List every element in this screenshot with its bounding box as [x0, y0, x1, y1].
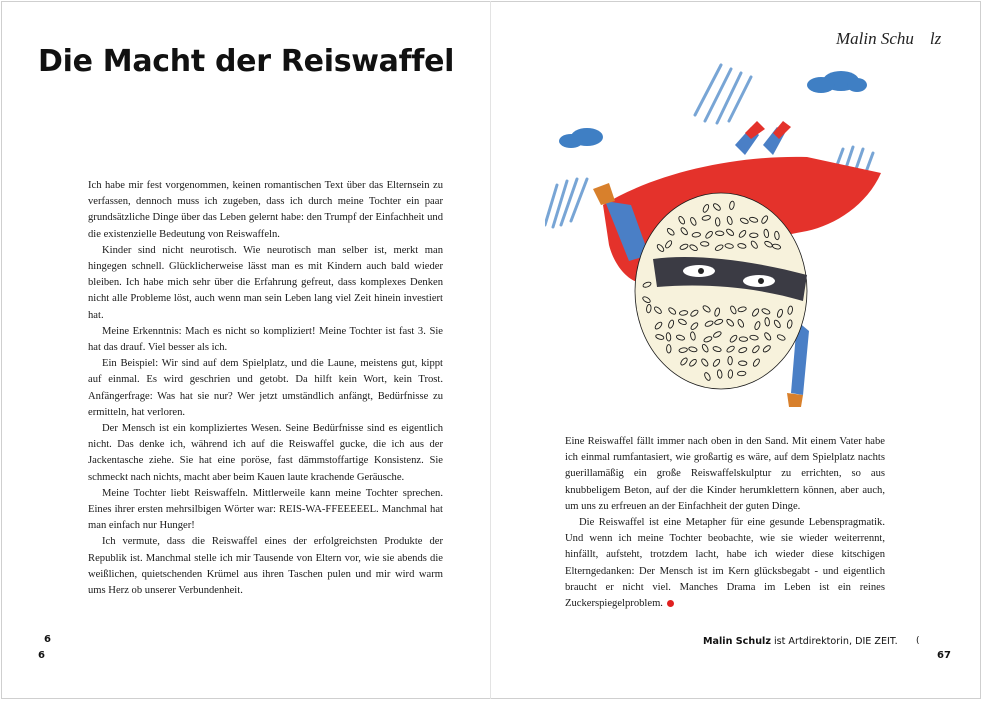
page-number-right: 67: [937, 650, 951, 661]
folio-mark: (: [916, 636, 920, 646]
cloud-icon: [559, 128, 603, 148]
page-number-left-top: 6: [44, 634, 51, 645]
paragraph: Meine Tochter liebt Reiswaffeln. Mittlerweile kann meine Tochter sprechen. Eines ihrer ersten mehrsilbigen Wörter war: REIS-WA-FFEEEEEL. Manchmal hat man einfach nur Hunger!: [88, 487, 443, 532]
paragraph: Eine Reiswaffel fällt immer nach oben in den Sand. Mit einem Vater habe ich einmal rumfantasiert, wie großartig es wäre, auf dem Spielplatz nachts guerillamäßig ein große Reiswaffelskulptur zu errichten, so aus knubbeligem Beton, auf der die Kinder herumklettern können, aber auch, um uns zu erfreuen an der Einfachheit der guten Dinge.: [565, 436, 885, 512]
author-bio: [703, 636, 898, 647]
end-mark-dot: [667, 600, 674, 607]
paragraph: Ich habe mir fest vorgenommen, keinen romantischen Text über das Elternsein zu verfassen, dennoch muss ich zugeben, dass ich durch meine Tochter ein paar grundsätzliche Dinge über das Leben gelernt habe: den Trumpf der Einfachheit und die existenzielle Bedeutung von Reiswaffeln.: [88, 180, 443, 240]
paragraph-final: [565, 515, 885, 612]
paragraph-text: Die Reiswaffel ist eine Metapher für eine gesunde Lebenspragmatik. Und wenn ich meine Tochter beobachte, wie sie wieder weiterrennt, hinfällt, aufsteht, trotzdem lacht, habe ich wieder diese kitschigen Elterngedanken: Der Mensch ist im Kern glücksbegabt - und eigentlich braucht er nicht viel. Manches Drama im Leben ist ein reines Zuckerspiegelproblem.: [565, 517, 885, 610]
author-header: [836, 29, 941, 49]
cloud-icon: [807, 71, 867, 93]
legs-icon: [735, 121, 791, 155]
page-number-left: 6: [38, 650, 45, 661]
paragraph: Ich vermute, dass die Reiswaffel eines der erfolgreichsten Produkte der Republik ist. Manchmal stelle ich mir Tausende von Eltern vor, wie sie abends die weißlichen, quietschenden Krümel aus ihren Taschen pulen und mir wird warm ums Herz ob unserer Verbundenheit.: [88, 536, 443, 597]
paragraph: Meine Erkenntnis: Mach es nicht so kompliziert! Meine Tochter ist fast 3. Sie hat das drauf. Viel besser als ich.: [88, 325, 443, 354]
article-title: Die Macht der Reiswaffel: [38, 44, 455, 79]
superhero-reiswaffel-illustration: [545, 55, 890, 425]
paragraph: Ein Beispiel: Wir sind auf dem Spielplatz, und die Laune, meistens gut, kippt auf einmal. Es wird geschrien und getobt. Da hilft kein Wort, kein Trost. Anfängerfrage: Was hat sie nur? Wer jetzt umständlich anfängt, Bedürfnisse zu ermitteln, hat verloren.: [88, 358, 443, 418]
paragraph: Kinder sind nicht neurotisch. Wie neurotisch man selber ist, merkt man hingegen schnell. Glücklicherweise lässt man es mit Kindern auch bald wieder bleiben. Ich habe mich sehr über die Erfahrung gefreut, dass komplexes Denken nicht alle Probleme löst, auch wenn man sein Leben lang viel Zeit hinein investiert hat.: [88, 244, 443, 321]
author-header-part2: lz: [929, 29, 942, 48]
left-column-body: [88, 178, 443, 599]
author-bio-name: Malin Schulz: [703, 636, 771, 647]
author-header-part1: Malin Schu: [836, 29, 914, 48]
right-column-body: [565, 434, 885, 612]
page-gutter: [490, 1, 491, 699]
paragraph: Der Mensch ist ein kompliziertes Wesen. Seine Bedürfnisse sind es eigentlich nicht. Das denke ich, während ich auf die Reiswaffel gucke, die ich aus der Jackentasche ziehe. Sie hat eine poröse, fast dämmstoffartige Konsistenz. Sie schmeckt nach nichts, macht aber beim Kauen laute krachende Geräusche.: [88, 423, 443, 483]
author-bio-text: ist Artdirektorin, DIE ZEIT.: [770, 636, 898, 647]
